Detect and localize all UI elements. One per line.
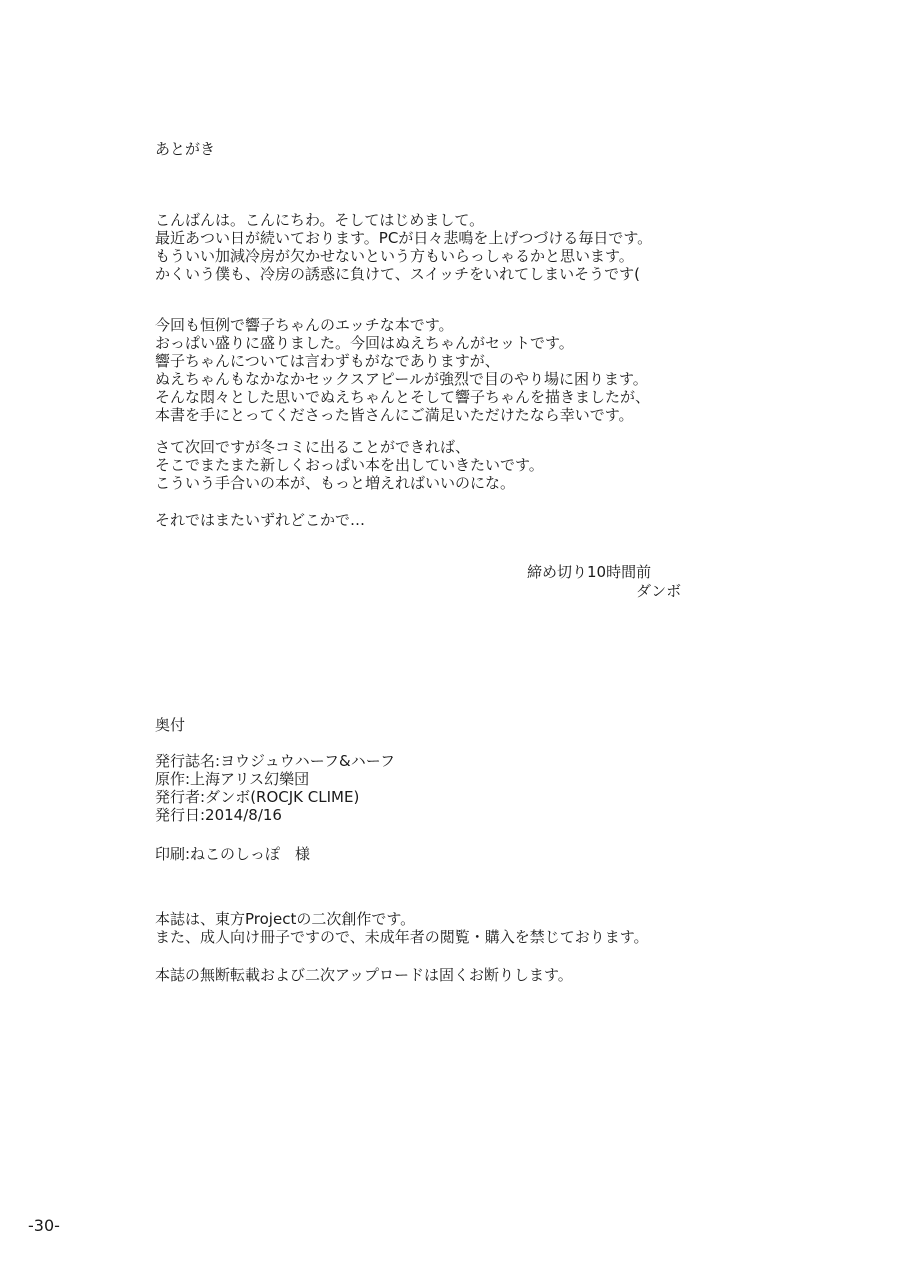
colophon-details	[155, 752, 855, 824]
paragraph-line: もういい加減冷房が欠かせないという方もいらっしゃるかと思います。	[155, 247, 634, 265]
afterword-paragraph-1	[155, 211, 855, 283]
colophon-publisher-line: 発行者:ダンボ(ROCJK CLIME)	[155, 788, 360, 806]
paragraph-line: ぬえちゃんもなかなかセックスアピールが強烈で目のやり場に困ります。	[155, 370, 648, 388]
paragraph-line: こんばんは。こんにちわ。そしてはじめまして。	[155, 211, 485, 229]
colophon-printer-line: 印刷:ねこのしっぽ 様	[155, 845, 311, 863]
notice-line-3: 本誌の無断転載および二次アップロードは固くお断りします。	[155, 966, 573, 984]
signature-note: 締め切り10時間前	[527, 563, 652, 581]
afterword-closing: それではまたいずれどこかで…	[155, 511, 366, 529]
signature-name: ダンボ	[636, 582, 682, 600]
colophon-heading: 奥付	[155, 716, 186, 734]
colophon-date-line: 発行日:2014/8/16	[155, 806, 282, 824]
paragraph-line: さて次回ですが冬コミに出ることができれば、	[155, 438, 471, 456]
notice-line-1: 本誌は、東方Projectの二次創作です。	[155, 910, 416, 928]
colophon-printer-block	[155, 845, 855, 863]
paragraph-line: こういう手合いの本が、もっと増えればいいのにな。	[155, 474, 516, 492]
paragraph-line: 今回も恒例で響子ちゃんのエッチな本です。	[155, 316, 454, 334]
afterword-paragraph-2	[155, 316, 855, 424]
paragraph-line: 本書を手にとってくださった皆さんにご満足いただけたなら幸いです。	[155, 406, 634, 424]
page-number: -30-	[28, 1216, 60, 1235]
colophon-title-line: 発行誌名:ヨウジュウハーフ&ハーフ	[155, 752, 395, 770]
paragraph-line: そんな悶々とした思いでぬえちゃんとそして響子ちゃんを描きましたが、	[155, 388, 651, 406]
afterword-heading-block	[155, 140, 855, 158]
paragraph-line: かくいう僕も、冷房の誘惑に負けて、スイッチをいれてしまいそうです(	[155, 265, 640, 283]
notice-block	[155, 910, 855, 946]
paragraph-line: 最近あつい日が続いております。PCが日々悲鳴を上げつづける毎日です。	[155, 229, 653, 247]
afterword-heading: あとがき	[155, 140, 216, 158]
notice-block-2	[155, 966, 855, 984]
afterword-closing-block	[155, 511, 855, 529]
colophon-original-line: 原作:上海アリス幻樂団	[155, 770, 310, 788]
paragraph-line: 響子ちゃんについては言わずもがなでありますが、	[155, 352, 500, 370]
afterword-paragraph-3	[155, 438, 855, 492]
paragraph-line: そこでまたまた新しくおっぱい本を出していきたいです。	[155, 456, 544, 474]
colophon-heading-block	[155, 716, 855, 734]
notice-line-2: また、成人向け冊子ですので、未成年者の閲覧・購入を禁じております。	[155, 928, 649, 946]
paragraph-line: おっぱい盛りに盛りました。今回はぬえちゃんがセットです。	[155, 334, 574, 352]
